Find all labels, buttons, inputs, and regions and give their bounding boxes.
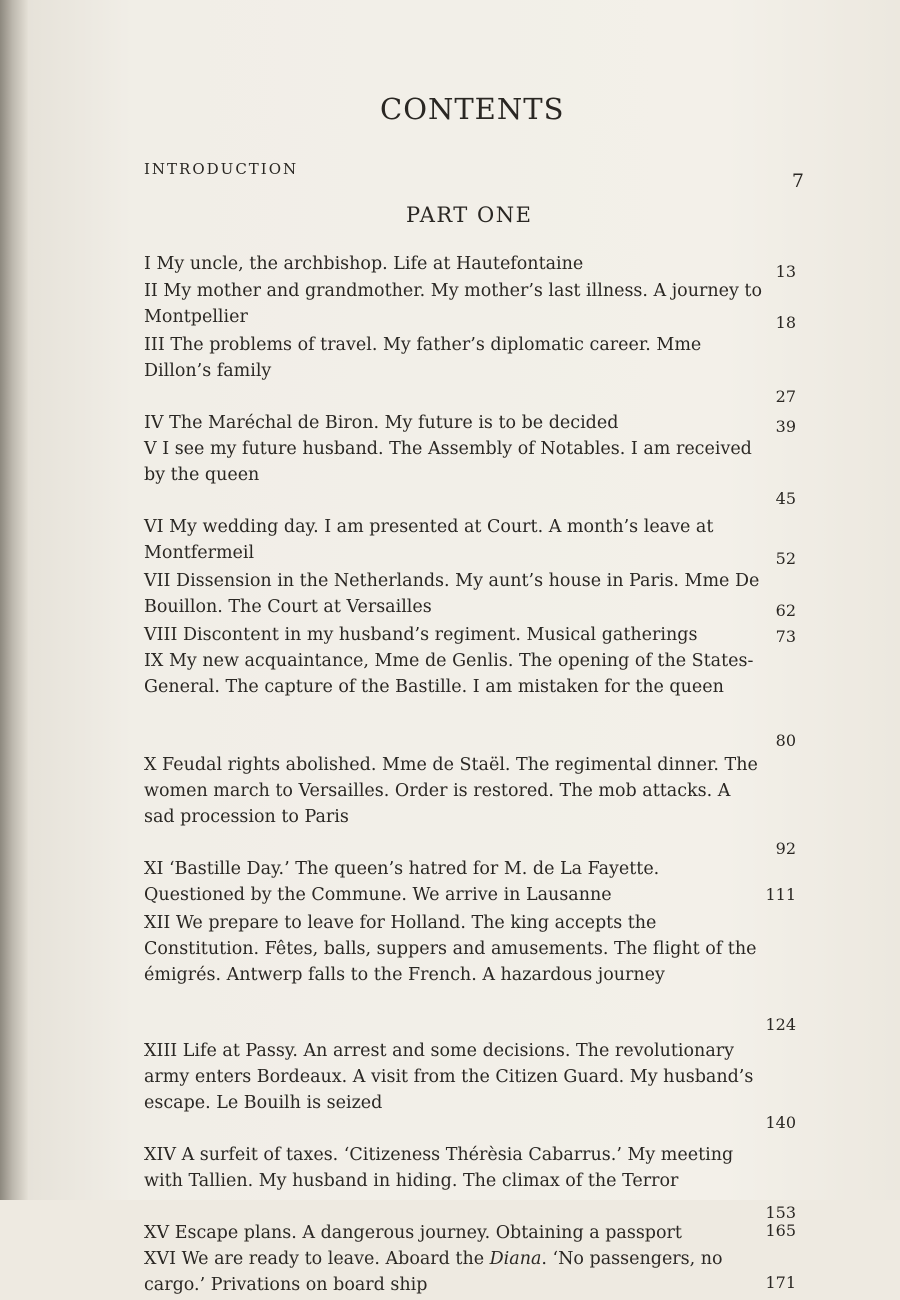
page-title: CONTENTS xyxy=(380,92,565,126)
introduction-page-number: 7 xyxy=(791,170,804,192)
chapter-page-number: 124 xyxy=(765,1015,796,1034)
chapter-title: Dissension in the Netherlands. My aunt’s house in Paris. Mme De Bouillon. The Court at Versailles xyxy=(144,571,760,617)
chapter-page-number: 92 xyxy=(775,839,796,858)
chapter-title: ‘Bastille Day.’ The queen’s hatred for M. de La Fayette. Questioned by the Commune. We arrive in Lausanne xyxy=(144,859,660,905)
chapter-page-number: 111 xyxy=(765,885,796,904)
part-heading: PART ONE xyxy=(406,203,533,227)
chapter-title: Feudal rights abolished. Mme de Staël. The regimental dinner. The women march to Versailles. Order is restored. The mob attacks. A sad procession to Paris xyxy=(144,755,758,827)
book-page xyxy=(28,0,900,1295)
chapter-page-number: 39 xyxy=(775,417,796,436)
chapter-page-number: 27 xyxy=(775,387,796,406)
chapter-numeral: V xyxy=(144,439,157,459)
chapter-page-number: 45 xyxy=(775,489,796,508)
chapter-title: Life at Passy. An arrest and some decisions. The revolutionary army enters Bordeaux. A visit from the Citizen Guard. My husband’s escape. Le Bouilh is seized xyxy=(144,1041,754,1113)
contents-entry-13 xyxy=(144,1038,804,1142)
chapter-page-number: 13 xyxy=(775,262,796,281)
contents-entry-1 xyxy=(144,251,804,281)
chapter-numeral: XI xyxy=(144,859,164,879)
chapter-page-number: 80 xyxy=(775,731,796,750)
chapter-title: My mother and grandmother. My mother’s last illness. A journey to Montpellier xyxy=(144,281,762,327)
bleed-through-text xyxy=(308,0,788,18)
book-gutter xyxy=(0,0,28,1200)
chapter-numeral: IX xyxy=(144,651,164,671)
contents-entry-6 xyxy=(144,514,804,568)
chapter-title: Discontent in my husband’s regiment. Musical gatherings xyxy=(182,625,698,645)
chapter-title-start: We are ready to leave. Aboard the xyxy=(181,1249,490,1269)
contents-entry-16 xyxy=(144,1246,804,1300)
chapter-numeral: VIII xyxy=(144,625,178,645)
chapter-title: Escape plans. A dangerous journey. Obtaining a passport xyxy=(174,1223,682,1243)
chapter-title: The Maréchal de Biron. My future is to be decided xyxy=(169,413,619,433)
chapter-numeral: XVI xyxy=(144,1249,177,1269)
chapter-title: We prepare to leave for Holland. The king accepts the Constitution. Fêtes, balls, suppers and amusements. The flight of the émigrés. Antwerp falls to the French. A hazardous journey xyxy=(144,913,757,985)
chapter-numeral: XII xyxy=(144,913,171,933)
contents-entry-5 xyxy=(144,436,804,514)
ship-name: Diana xyxy=(489,1249,542,1269)
introduction-label: INTRODUCTION xyxy=(144,160,299,178)
contents-entry-9 xyxy=(144,648,804,752)
contents-entry-2 xyxy=(144,278,804,332)
chapter-numeral: XIII xyxy=(144,1041,178,1061)
chapter-page-number: 73 xyxy=(775,627,796,646)
chapter-numeral: XV xyxy=(144,1223,170,1243)
chapter-page-number: 18 xyxy=(775,313,796,332)
contents-entry-8 xyxy=(144,622,804,648)
contents-entry-4 xyxy=(144,410,804,436)
chapter-numeral: VII xyxy=(144,571,171,591)
chapter-numeral: VI xyxy=(144,517,164,537)
contents-entry-15 xyxy=(144,1220,804,1246)
chapter-page-number: 153 xyxy=(765,1203,796,1222)
chapter-title: The problems of travel. My father’s diplomatic career. Mme Dillon’s family xyxy=(144,335,702,381)
chapter-numeral: IV xyxy=(144,413,164,433)
chapter-page-number: 140 xyxy=(765,1113,796,1132)
chapter-page-number: 52 xyxy=(775,549,796,568)
contents-entry-11 xyxy=(144,856,804,910)
chapter-numeral: XIV xyxy=(144,1145,177,1165)
chapter-title: My wedding day. I am presented at Court. A month’s leave at Montfermeil xyxy=(144,517,714,563)
contents-list xyxy=(144,251,804,1300)
chapter-title: I see my future husband. The Assembly of Notables. I am received by the queen xyxy=(144,439,752,485)
chapter-numeral: X xyxy=(144,755,157,775)
chapter-title: My new acquaintance, Mme de Genlis. The opening of the States-General. The capture of the Bastille. I am mistaken for the queen xyxy=(144,651,754,697)
chapter-page-number: 62 xyxy=(775,601,796,620)
introduction-entry xyxy=(144,160,804,194)
contents-entry-14 xyxy=(144,1142,804,1220)
chapter-page-number: 171 xyxy=(765,1273,796,1292)
chapter-title: My uncle, the archbishop. Life at Hautefontaine xyxy=(156,254,584,274)
chapter-numeral: I xyxy=(144,254,151,274)
contents-entry-10 xyxy=(144,752,804,856)
chapter-numeral: III xyxy=(144,335,165,355)
contents-entry-12 xyxy=(144,910,804,1038)
chapter-title: A surfeit of taxes. ‘Citizeness Thérèsia Cabarrus.’ My meeting with Tallien. My husband in hiding. The climax of the Terror xyxy=(144,1145,734,1191)
chapter-numeral: II xyxy=(144,281,158,301)
chapter-page-number: 165 xyxy=(765,1221,796,1240)
contents-entry-7 xyxy=(144,568,804,622)
contents-entry-3 xyxy=(144,332,804,410)
chapter-title-end: . ‘No passengers, no cargo.’ Privations on board ship xyxy=(144,1249,723,1295)
